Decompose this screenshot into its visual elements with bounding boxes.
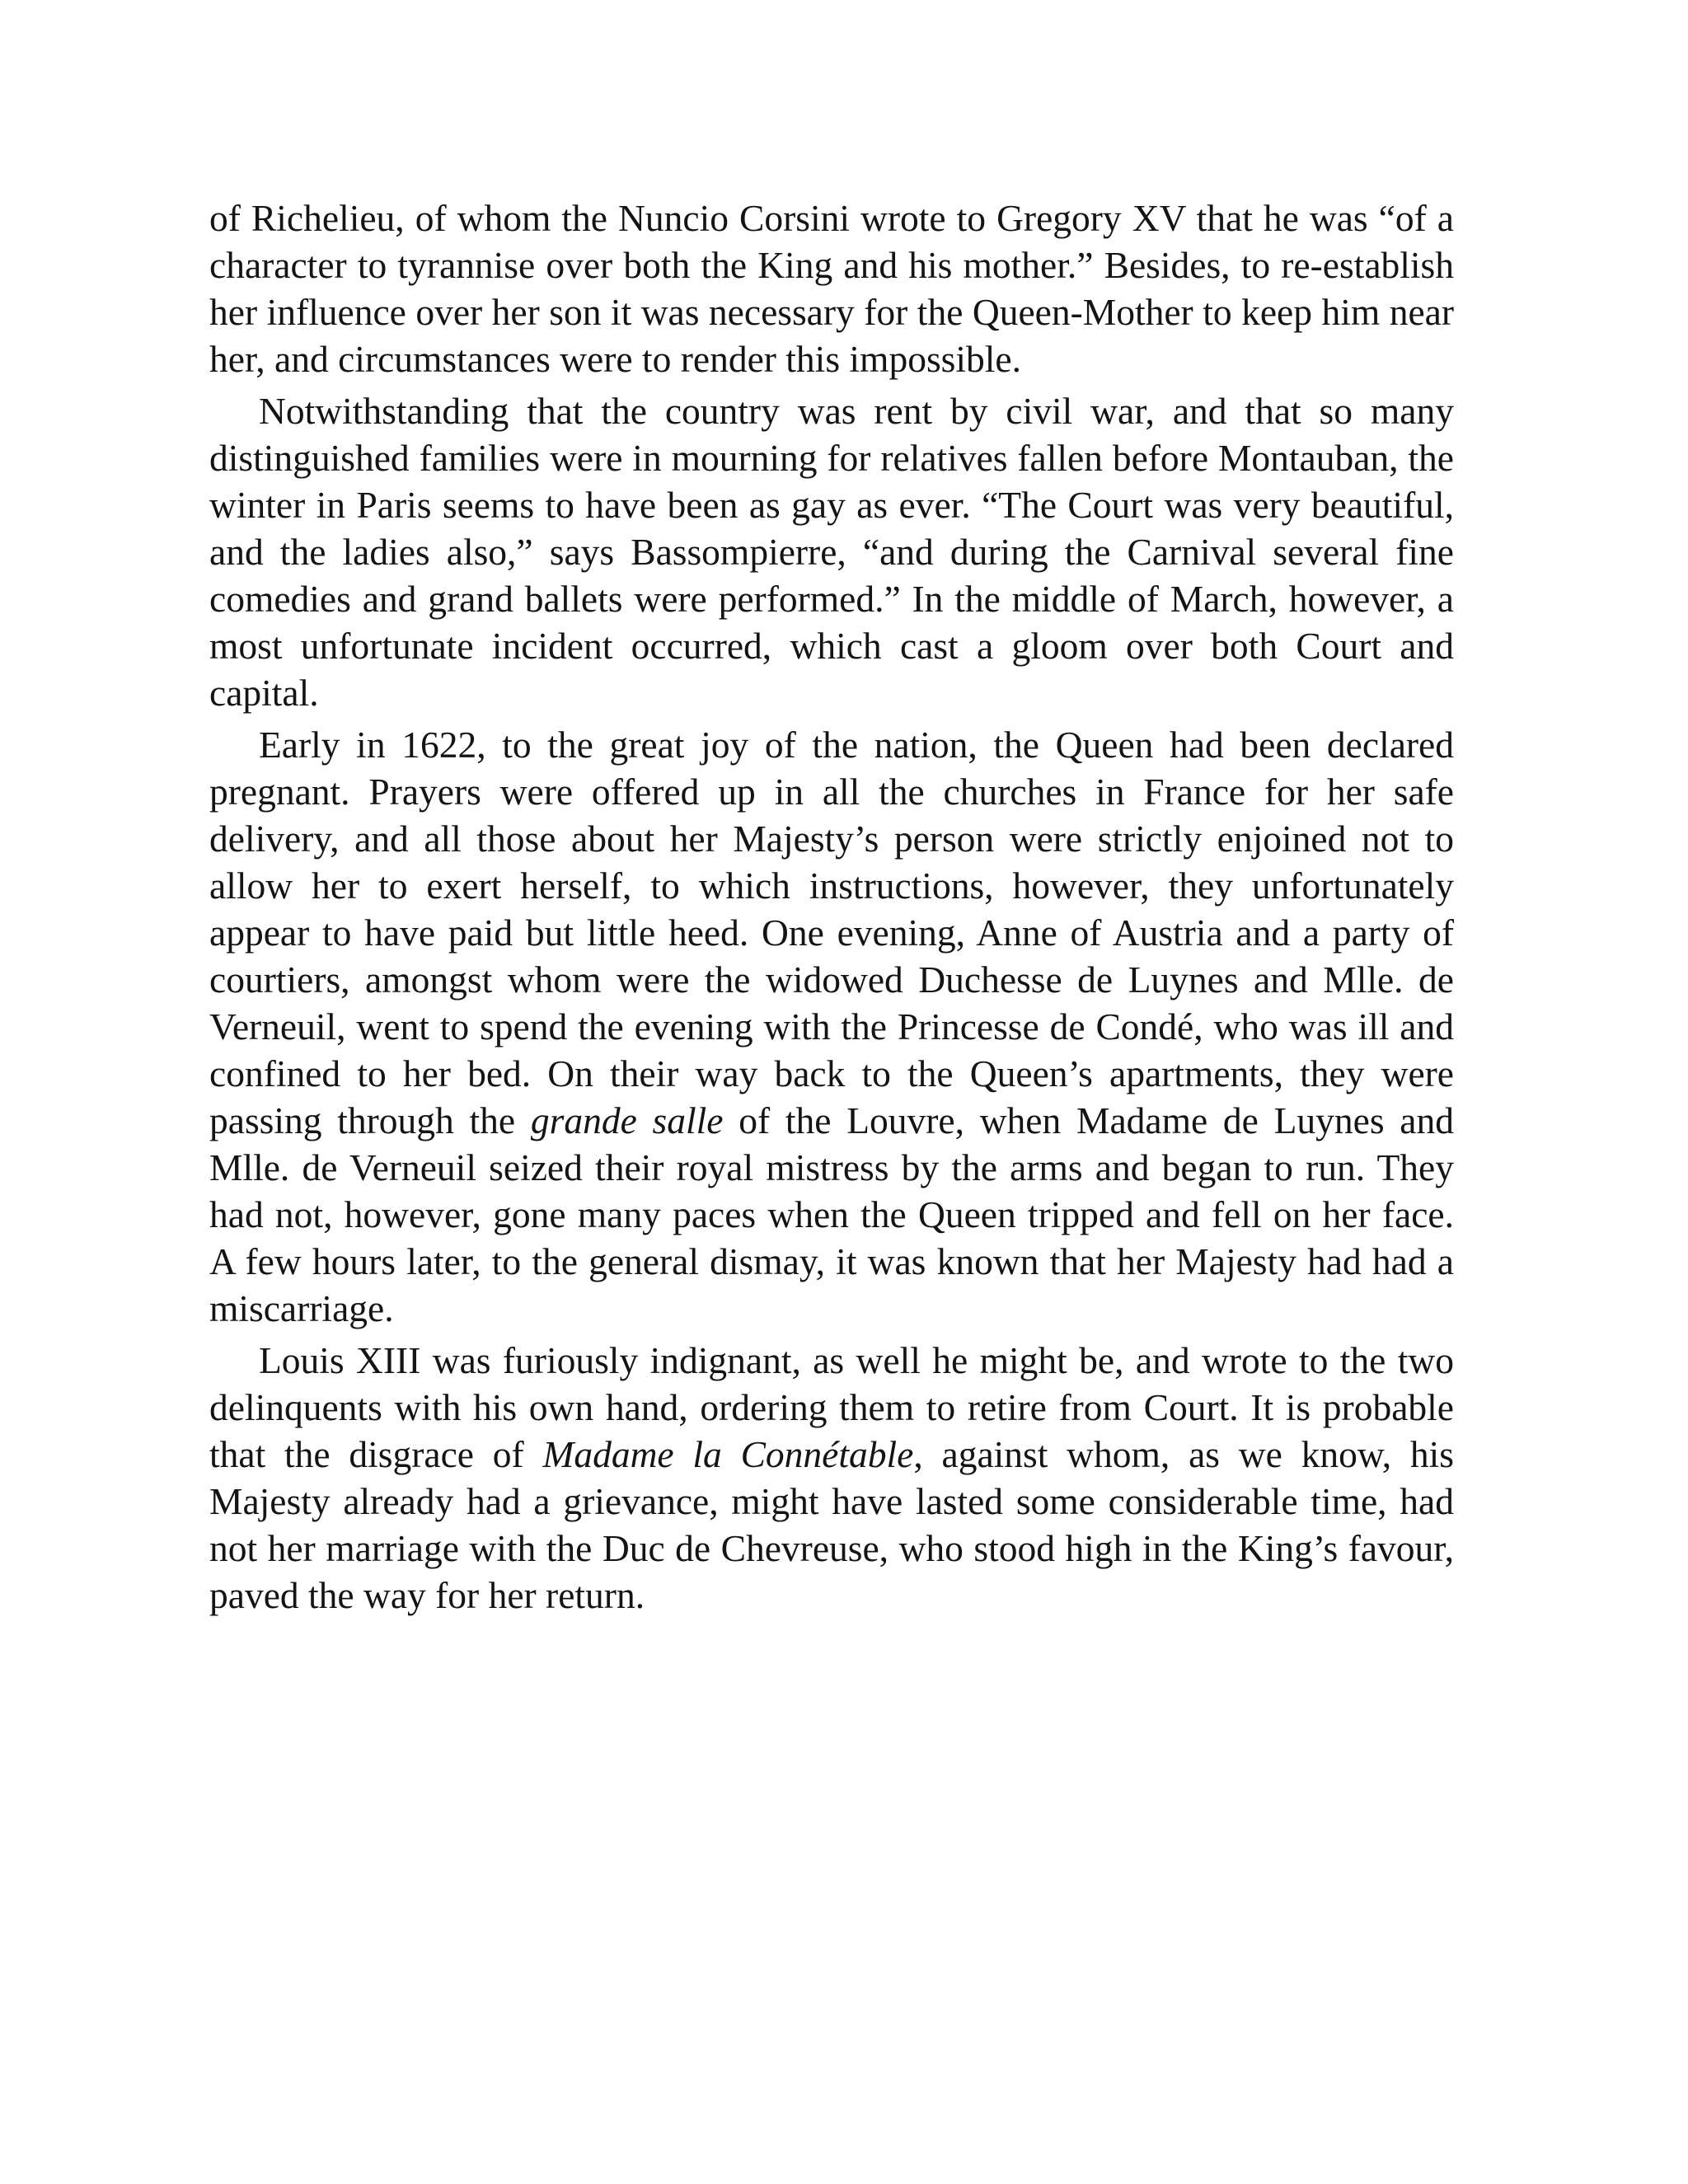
paragraph-4-italic-title: Madame la Connétable [542, 1433, 914, 1475]
paragraph-4-text-b: , against whom, as we know, his Majesty already had a grievance, might have lasted some considerable time, had not her marriage with the Duc de Chevreuse, who stood high in the King’s favour, paved the way for her return. [209, 1433, 1454, 1616]
page-body [209, 194, 1454, 1624]
paragraph-2-text: Notwithstanding that the country was rent by civil war, and that so many distinguished families were in mourning for relatives fallen before Montauban, the winter in Paris seems to have been as gay as ever. “The Court was very beautiful, and the ladies also,” says Bassompierre, “and during the Carnival several fine comedies and grand ballets were performed.” In the middle of March, however, a most unfortunate incident occurred, which cast a gloom over both Court and capital. [209, 390, 1454, 714]
paragraph-4 [209, 1337, 1454, 1619]
paragraph-3 [209, 721, 1454, 1332]
paragraph-3-text-a: Early in 1622, to the great joy of the nation, the Queen had been declared pregnant. Prayers were offered up in all the churches in France for her safe delivery, and all those about her Majesty’s person were strictly enjoined not to allow her to exert herself, to which instructions, however, they unfortunately appear to have paid but little heed. One evening, Anne of Austria and a party of courtiers, amongst whom were the widowed Duchesse de Luynes and Mlle. de Verneuil, went to spend the evening with the Princesse de Condé, who was ill and confined to her bed. On their way back to the Queen’s apartments, they were passing through the [209, 724, 1454, 1141]
paragraph-3-italic-term: grande salle [530, 1099, 724, 1141]
paragraph-1 [209, 194, 1454, 382]
paragraph-1-text: of Richelieu, of whom the Nuncio Corsini wrote to Gregory XV that he was “of a character to tyrannise over both the King and his mother.” Besides, to re-establish her influence over her son it was necessary for the Queen-Mother to keep him near her, and circumstances were to render this impossible. [209, 197, 1454, 380]
paragraph-4-text-a: Louis XIII was furiously indignant, as well he might be, and wrote to the two delinquents with his own hand, ordering them to retire from Court. It is probable that the disgrace of [209, 1339, 1454, 1475]
paragraph-3-text-b: of the Louvre, when Madame de Luynes and Mlle. de Verneuil seized their royal mistress by the arms and began to run. They had not, however, gone many paces when the Queen tripped and fell on her face. A few hours later, to the general dismay, it was known that her Majesty had had a miscarriage. [209, 1099, 1455, 1329]
paragraph-2 [209, 387, 1454, 716]
